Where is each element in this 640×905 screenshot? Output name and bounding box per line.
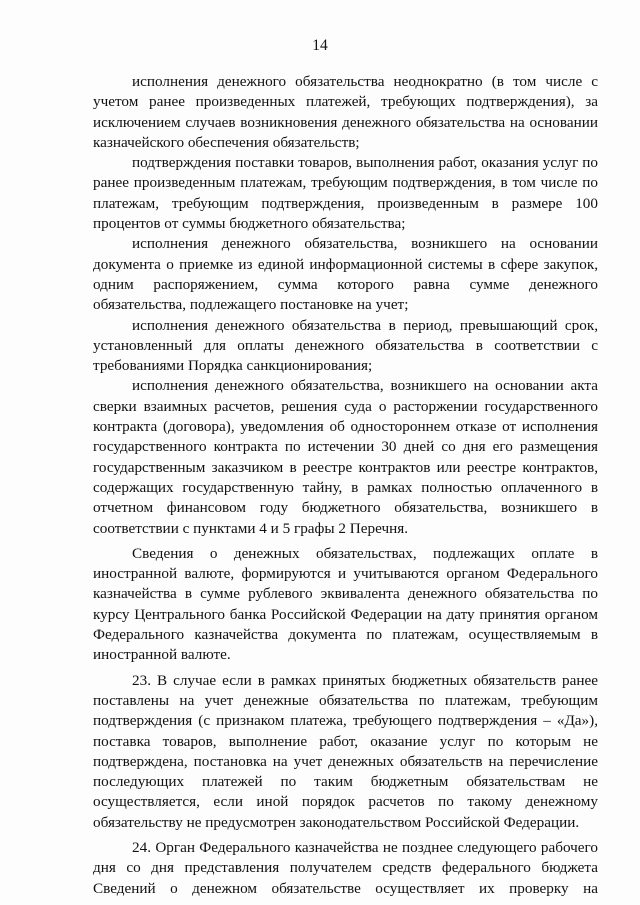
paragraph: Сведения о денежных обязательствах, подлежащих оплате в иностранной валюте, формируются и учитываются органом Федерального казначейства в сумме рублевого эквивалента денежного обязательства по курсу Центрального банка Российской Федерации на дату принятия органом Федерального казначейства документа по платежам, осуществляемым в иностранной валюте. — [93, 544, 598, 664]
paragraph: подтверждения поставки товаров, выполнения работ, оказания услуг по ранее произведенным платежам, требующим подтверждения, в том числе по платежам, требующим подтверждения, произведенным в размере 100 процентов от суммы бюджетного обязательства; — [93, 154, 598, 233]
paragraph: исполнения денежного обязательства неоднократно (в том числе с учетом ранее произведенных платежей, требующих подтверждения), за исключением случаев возникновения денежного обязательства на основании казначейского обеспечения обязательств; — [93, 73, 598, 151]
document-body — [93, 72, 598, 899]
page-number: 14 — [312, 37, 328, 54]
paragraph: исполнения денежного обязательства в период, превышающий срок, установленный для оплаты денежного обязательства в соответствии с требованиями Порядка санкционирования; — [93, 316, 598, 375]
paragraph: исполнения денежного обязательства, возникшего на основании документа о приемке из единой информационной системы в сфере закупок, одним распоряжением, сумма которого равна сумме денежного обязательства, подлежащего постановке на учет; — [93, 235, 598, 314]
paragraph: 24. Орган Федерального казначейства не позднее следующего рабочего дня со дня представления получателем средств федерального бюджета Сведений о денежном обязательстве осуществляет их проверку на — [93, 838, 598, 897]
paragraph: исполнения денежного обязательства, возникшего на основании акта сверки взаимных расчетов, решения суда о расторжении государственного контракта (договора), уведомления об одностороннем отказе от исполнения государственного контракта по истечении 30 дней со дня его размещения государственным заказчиком в реестре контрактов или реестре контрактов, содержащих государственную тайну, в рамках полностью оплаченного в отчетном финансовом году бюджетного обязательства, возникшего в соответствии с пунктами 4 и 5 графы 2 Перечня. — [93, 377, 598, 537]
paragraph: 23. В случае если в рамках принятых бюджетных обязательств ранее поставлены на учет денежные обязательства по платежам, требующим подтверждения (с признаком платежа, требующего подтверждения – «Да»), поставка товаров, выполнение работ, оказание услуг по которым не подтверждена, постановка на учет денежных обязательств на перечисление последующих платежей по таким бюджетным обязательствам не осуществляется, если иной порядок расчетов по такому денежному обязательству не предусмотрен законодательством Российской Федерации. — [93, 671, 598, 831]
